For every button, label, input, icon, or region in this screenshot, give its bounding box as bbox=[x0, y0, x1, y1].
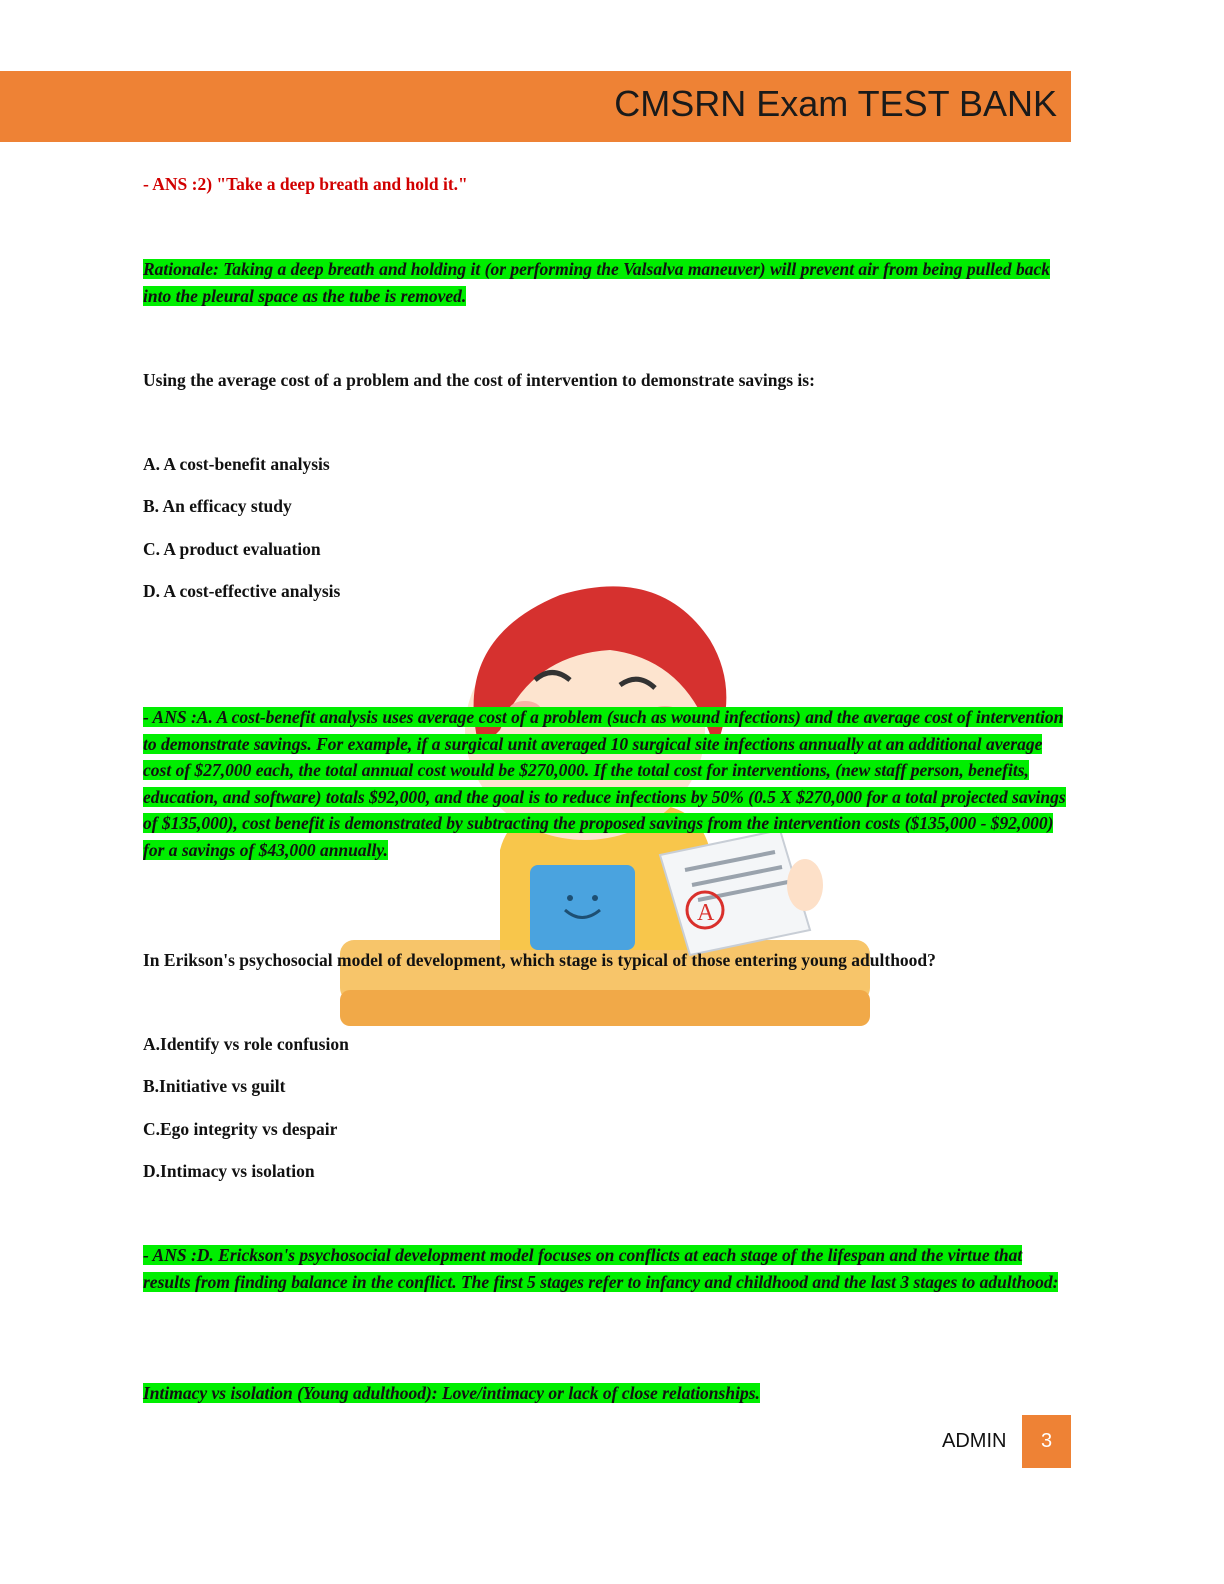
q2-answer-text: - ANS :A. A cost-benefit analysis uses average cost of a problem (such as wound infections) and the average cost of intervention to demonstrate savings. For example, if a surgical unit averaged 10 surgical site infections annually at an additional average cost of $27,000 each, the total annual cost would be $270,000. If the total cost for interventions, (new staff person, benefits, education, and software) totals $92,000, and the goal is to reduce infections by 50% (0.5 X $270,000 for a total projected savings of $135,000), cost benefit is demonstrated by subtracting the proposed savings from the intervention costs ($135,000 - $92,000) for a savings of $43,000 annually. bbox=[143, 707, 1066, 860]
q3-option-b: B.Initiative vs guilt bbox=[143, 1076, 286, 1096]
q3-note bbox=[143, 1380, 1068, 1407]
q2-option-c: C. A product evaluation bbox=[143, 539, 321, 559]
header-bar bbox=[0, 71, 1071, 142]
footer-author: ADMIN bbox=[942, 1430, 1007, 1452]
q2-option-a: A. A cost-benefit analysis bbox=[143, 454, 330, 474]
q3-option-a: A.Identify vs role confusion bbox=[143, 1034, 349, 1054]
q3-note-text: Intimacy vs isolation (Young adulthood): Love/intimacy or lack of close relationships. bbox=[143, 1383, 760, 1403]
q3-option-c: C.Ego integrity vs despair bbox=[143, 1119, 338, 1139]
document-title: CMSRN Exam TEST BANK bbox=[614, 83, 1057, 124]
q2-question: Using the average cost of a problem and the cost of intervention to demonstrate savings is: bbox=[143, 370, 815, 390]
q1-rationale bbox=[143, 256, 1068, 309]
q2-answer bbox=[143, 704, 1068, 863]
q1-rationale-text: Rationale: Taking a deep breath and holding it (or performing the Valsalva maneuver) will prevent air from being pulled back into the pleural space as the tube is removed. bbox=[143, 259, 1050, 306]
page-number: 3 bbox=[1022, 1415, 1071, 1468]
q2-option-b: B. An efficacy study bbox=[143, 496, 292, 516]
q3-answer-text: - ANS :D. Erickson's psychosocial development model focuses on conflicts at each stage of the lifespan and the virtue that results from finding balance in the conflict. The first 5 stages refer to infancy and childhood and the last 3 stages to adulthood: bbox=[143, 1245, 1059, 1292]
q1-answer: - ANS :2) "Take a deep breath and hold it." bbox=[143, 174, 468, 194]
q3-answer bbox=[143, 1242, 1068, 1295]
q3-question: In Erikson's psychosocial model of development, which stage is typical of those entering young adulthood? bbox=[143, 950, 936, 970]
desk-edge bbox=[340, 990, 870, 1026]
q2-option-d: D. A cost-effective analysis bbox=[143, 581, 341, 601]
hand bbox=[787, 859, 823, 911]
grade-mark: A bbox=[697, 900, 715, 926]
overall-bib bbox=[530, 865, 635, 950]
q3-option-d: D.Intimacy vs isolation bbox=[143, 1161, 315, 1181]
